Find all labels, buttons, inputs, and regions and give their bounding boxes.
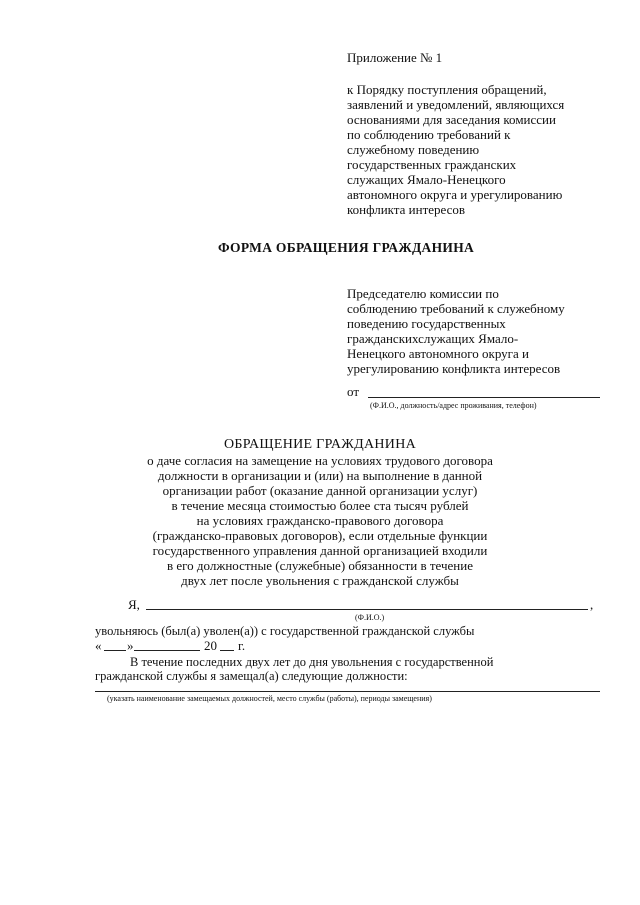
appendix-line: по соблюдению требований к (347, 127, 511, 142)
addressee-block (347, 286, 565, 376)
appeal-title: ОБРАЩЕНИЕ ГРАЖДАНИНА (223, 437, 417, 452)
date-year-field[interactable] (220, 650, 234, 651)
date-month-field[interactable] (134, 650, 200, 651)
appendix-line: заявлений и уведомлений, являющихся (347, 97, 565, 112)
appeal-subject-line: на условиях гражданско-правового договора (196, 513, 444, 528)
addressee-line: соблюдению требований к служебному (347, 301, 565, 316)
date-close-quote: » (127, 638, 134, 653)
paragraph-line-2: гражданской службы я замещал(а) следующие должности: (95, 669, 408, 683)
appendix-line: автономного округа и урегулированию (347, 187, 563, 202)
appendix-line: конфликта интересов (347, 202, 466, 217)
dismiss-line: увольняюсь (был(а) уволен(а)) с государственной гражданской службы (95, 624, 475, 638)
from-hint: (Ф.И.О., должность/адрес проживания, телефон) (370, 401, 537, 410)
addressee-line: Ненецкого автономного округа и (347, 346, 529, 361)
appendix-line: к Порядку поступления обращений, (347, 82, 547, 97)
fio-hint: (Ф.И.О.) (355, 613, 385, 622)
addressee-line: гражданскихслужащих Ямало- (347, 331, 519, 346)
appeal-subject-line: в течение месяца стоимостью более ста тысяч рублей (171, 498, 469, 513)
addressee-line: Председателю комиссии по (347, 286, 499, 301)
appeal-subject-line: о даче согласия на замещение на условиях трудового договора (147, 453, 493, 468)
addressee-line: поведению государственных (347, 316, 506, 331)
appeal-subject-line: (гражданско-правовых договоров), если отдельные функции (152, 528, 488, 543)
date-day-field[interactable] (104, 650, 126, 651)
date-year-prefix: 20 (204, 638, 217, 653)
comma: , (590, 597, 594, 612)
appeal-subject-line: должности в организации и (или) на выполнение в данной (157, 468, 483, 483)
appeal-subject-line: в его должностные (служебные) обязанности в течение (166, 558, 473, 573)
from-field[interactable] (368, 397, 600, 398)
appendix-line: служащих Ямало-Ненецкого (347, 172, 506, 187)
date-suffix: г. (238, 638, 246, 653)
date-open-quote: « (95, 638, 102, 653)
positions-field[interactable] (95, 691, 600, 692)
fio-field[interactable] (146, 609, 588, 610)
appendix-line: служебному поведению (347, 142, 480, 157)
positions-hint: (указать наименование замещаемых должностей, место службы (работы), периоды замещения) (107, 694, 432, 703)
from-label: от (347, 384, 360, 399)
appendix-line: основаниями для заседания комиссии (347, 112, 556, 127)
appeal-subject-line: двух лет после увольнения с гражданской службы (181, 573, 459, 588)
form-title: ФОРМА ОБРАЩЕНИЯ ГРАЖДАНИНА (218, 240, 475, 255)
appeal-subject (100, 453, 540, 588)
i-label: Я, (128, 597, 140, 612)
appeal-subject-line: организации работ (оказание данной организации услуг) (162, 483, 478, 498)
paragraph-line-1: В течение последних двух лет до дня увольнения с государственной (130, 655, 494, 669)
appendix-line: государственных гражданских (347, 157, 517, 172)
addressee-line: урегулированию конфликта интересов (347, 361, 561, 376)
appendix-description (347, 82, 564, 217)
appendix-title: Приложение № 1 (347, 50, 443, 65)
appeal-subject-line: государственного управления данной организацией входили (152, 543, 488, 558)
